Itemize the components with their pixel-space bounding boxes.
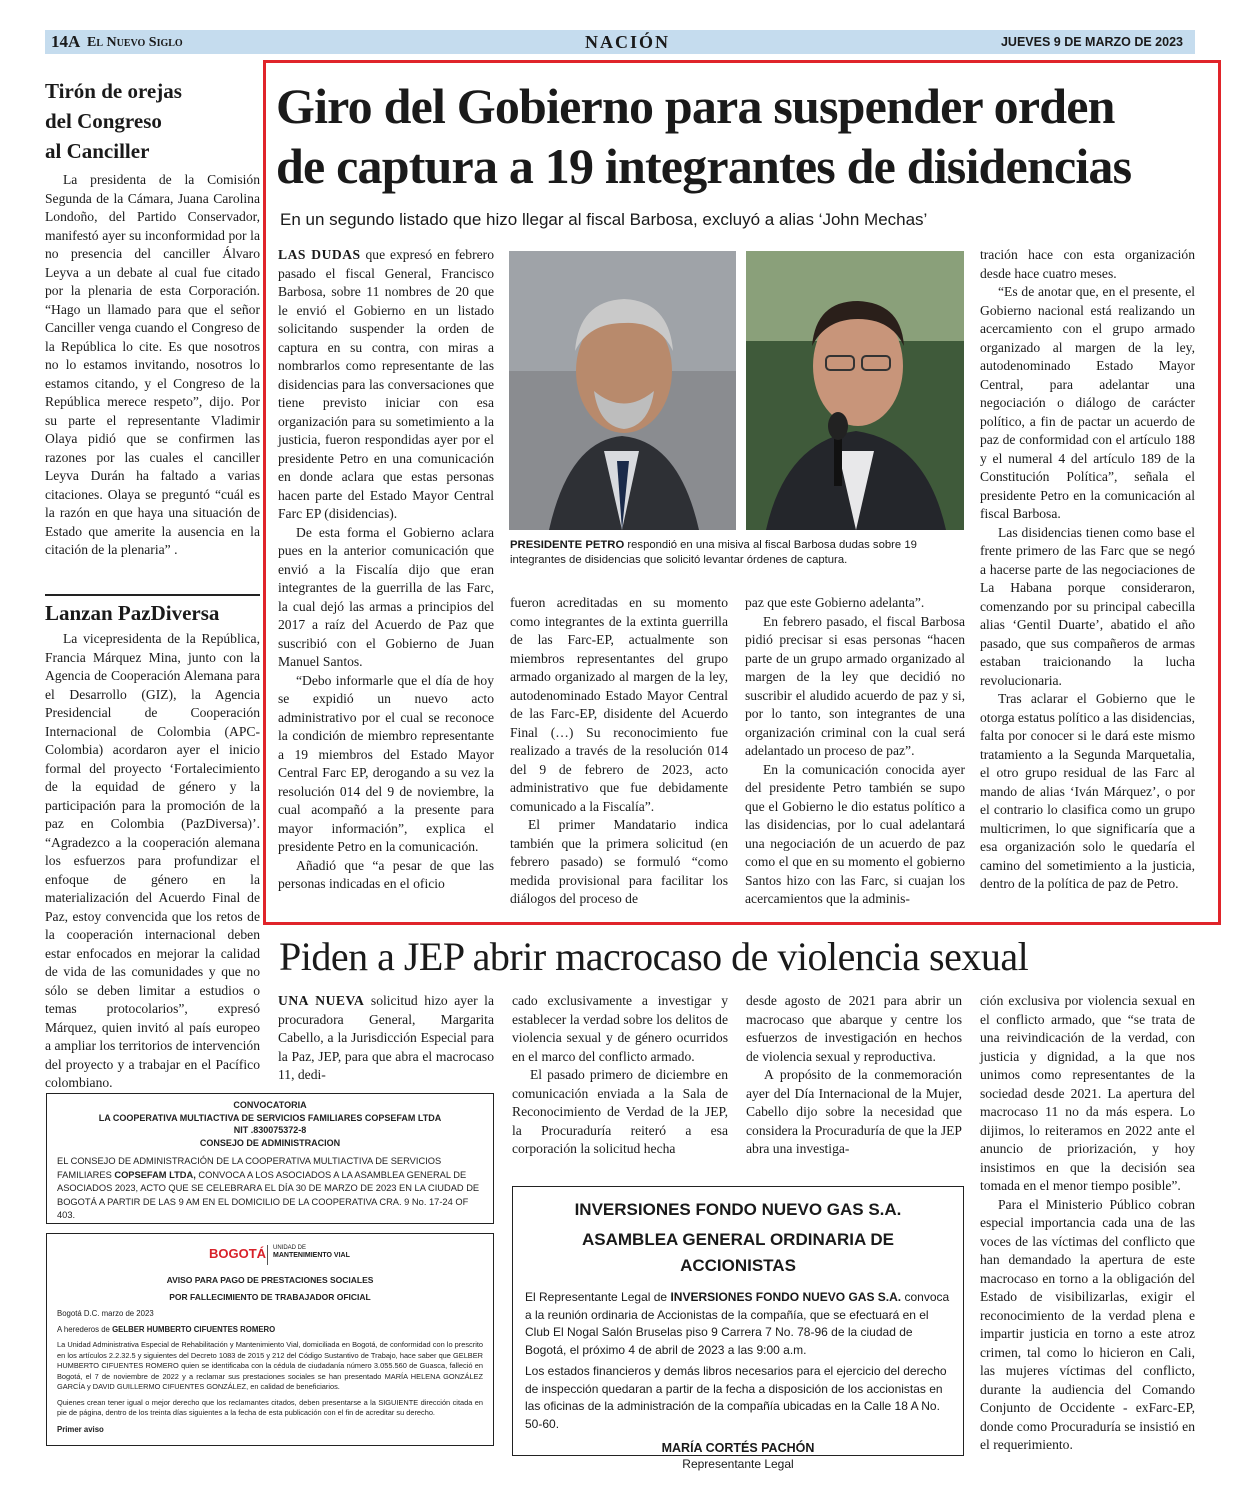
- paragraph: El pasado primero de diciembre en comunicación enviada a la Sala de Reconocimiento de Verdad de la JEP, la Procuraduría reiteró a esa corporación la solicitud hecha: [512, 1067, 728, 1156]
- ad-subtitle: CONSEJO DE ADMINISTRACION: [199, 1137, 341, 1148]
- ad-body-bold: COPSEFAM LTDA,: [114, 1169, 196, 1180]
- paragraph: tración hace con esta organización desde hace cuatro meses.: [980, 247, 1195, 281]
- headline-line: de captura a 19 integrantes de disidencias: [276, 138, 1132, 194]
- ad-body-text: CONVOCA A LOS ASOCIADOS A LA ASAMBLEA GENERAL DE ASOCIADOS 2023, ACTO QUE SE CELEBRARA EL DÍA 30 DE MARZO DE 2023 EN LA CIUDAD DE BOGOTÁ A PARTIR DE LAS 9 AM EN EL DOMICILIO DE LA COOPERATIVA CRA. 9 No. 17-24 OF 403.: [57, 1169, 480, 1220]
- portrait-image: [746, 251, 964, 530]
- title-line: al Canciller: [45, 139, 150, 163]
- paragraph: De esta forma el Gobierno aclara pues en la anterior comunicación que envió a la Fiscalía dijo que eran integrantes de la guerrilla de las Farc, la cual dejó las armas a principios del 2017 a raíz del Acuerdo de Paz que suscribió con el Gobierno de Juan Manuel Santos.: [278, 524, 494, 669]
- paragraph-text: que expresó en febrero pasado el fiscal General, Francisco Barbosa, sobre 11 nombres de 20 que le envió el Gobierno en un listado solicitando suspender la orden de captura en su contra, con miras a nombrarlos como representante de las disidencias para las conversaciones que tiene previsto iniciar con esa organización para su sometimiento a la justicia, fueron respondidas ayer por el presidente Petro en una comunicación en donde aclara que estas personas hacen parte del Estado Mayor Central Farc EP (disidencias).: [278, 247, 494, 521]
- paragraph: fueron acreditadas en su momento como integrantes de la extinta guerrilla de las Farc-EP, actualmente son miembros representantes del grupo armado organizado al margen de la ley, autodenominado Estado Mayor Central de las Farc-EP, disidente del Acuerdo Final (…) Su reconocimiento fue realizado a través de la resolución 014 del 9 de febrero de 2023, acto administrativo que fue debidamente comunicado a la Fiscalía”.: [510, 595, 728, 814]
- caption-lead: PRESIDENTE PETRO: [510, 539, 625, 551]
- main-column-2: [510, 594, 728, 909]
- logo-divider: [267, 1245, 268, 1265]
- ad-title: AVISO PARA PAGO DE PRESTACIONES SOCIALES: [166, 1275, 374, 1285]
- ad-logo: [57, 1242, 483, 1270]
- ad-org-name: LA COOPERATIVA MULTIACTIVA DE SERVICIOS FAMILIARES COPSEFAM LTDA: [98, 1112, 442, 1123]
- paragraph-text: solicitud hizo ayer la procuradora General, Margarita Cabello, a la Jurisdicción Especial para la Paz, JEP, para que abra el macrocaso 11, dedi-: [278, 993, 494, 1082]
- ad-body: [525, 1289, 951, 1359]
- main-column-3: [745, 594, 965, 909]
- ad-body: Los estados financieros y demás libros necesarios para el ejercicio del derecho de inspección quedaran a partir de la fecha a disposición de los accionistas en las oficinas de la administración de la compañía ubicadas en la Calle 18 A No. 50-60.: [525, 1364, 947, 1431]
- photo-petro: [509, 251, 736, 530]
- ad-body: La Unidad Administrativa Especial de Rehabilitación y Mantenimiento Vial, domiciliada en Bogotá, de conformidad con lo prescrito en los artículos 2.2.32.5 y siguientes del Decreto 1083 de 2015 y 212 del Código Sustantivo de Trabajo, hace saber que GELBER HUMBERTO CIFUENTES ROMERO quien se identificaba con la cédula de ciudadanía número 3.055.560 de Guasca, falleció en Bogotá, el 7 de noviembre de 2022 y a reclamar sus prestaciones sociales se han presentado MARÍA HELENA GONZÁLEZ GARCÍA y DAVID GUILLERMO CIFUENTES GONZÁLEZ, en calidad de beneficiarios.: [57, 1340, 483, 1391]
- page-header: [45, 30, 1195, 54]
- paragraph: El primer Mandatario indica también que la primera solicitud (en febrero pasado) se formuló “como medida provisional para facilitar los diálogos del proceso de: [510, 817, 728, 906]
- issue-date: JUEVES 9 DE MARZO DE 2023: [1000, 35, 1183, 49]
- main-column-1: [278, 246, 494, 894]
- ad-bogota-umv: [46, 1233, 494, 1446]
- main-column-4: [980, 246, 1195, 894]
- ad-body-text: convoca a la reunión ordinaria de Accionistas de la compañía, que se efectuará en el Club El Nogal Salón Bruselas piso 9 Carrera 7 No. 78-96 de la ciudad de Bogotá, el próximo 4 de abril de 2023 a las 9:00 a.m.: [525, 1290, 950, 1357]
- logo-subtitle-line: UNIDAD DE: [273, 1245, 307, 1251]
- paragraph: Las disidencias tienen como base el frente primero de las Farc que se negó a hacerse parte de las negociaciones de La Habana porque consideraron, comenzando por su principal cabecilla alias ‘Gentil Duarte’, abatido el año pasado, que sus compañeros de armas estaban traicionando la lucha revolucionaria.: [980, 524, 1195, 688]
- paragraph: [278, 246, 494, 524]
- sidebar-story-title: [45, 76, 260, 166]
- ad-title: INVERSIONES FONDO NUEVO GAS S.A.: [574, 1200, 902, 1219]
- paragraph: En febrero pasado, el fiscal Barbosa pidió precisar si esas personas “hacen parte de un grupo armado organizado al margen de la ley que decidió no suscribir el aludido acuerdo de paz y si, por lo tanto, son integrantes de una organización criminal con la cual será adelantado un proceso de paz”.: [745, 613, 965, 758]
- paragraph: En la comunicación conocida ayer del presidente Petro también se supo que el Gobierno le dio estatus político a las disidencias, por lo cual adelantará una negociación de un acuerdo de paz como el que en su momento el gobierno Santos hizo con las Farc, si cuajan los acercamientos que la adminis-: [745, 761, 965, 906]
- paragraph: La vicepresidenta de la República, Francia Márquez Mina, junto con la Agencia de Cooperación Alemana para el Desarrollo (GIZ), la Agencia Presidencial de Cooperación Internacional de Colombia (APC-Colombia) acordaron ayer el inicio formal del proyecto ‘Fortalecimiento de la equidad de género y la participación para la promoción de la paz en Colombia (PazDiversa)’. “Agradezco a la cooperación alemana los esfuerzos para profundizar el enfoque de género en la materialización del Acuerdo Final de Paz, estoy convencida que los retos de la cooperación internacional deben estar enfocados en mejorar la calidad de vida de las comunidades y que no sólo se deben limitar a estudios o temas protocolarios”, expresó Márquez, quien invitó al país europeo a ampliar los territorios de intervención del proyecto y a trabajar en el Pacífico colombiano.: [45, 631, 260, 1090]
- main-subtitle: En un segundo listado que hizo llegar al fiscal Barbosa, excluyó a alias ‘John Mechas’: [280, 210, 928, 229]
- paragraph: Tras aclarar el Gobierno que le otorga estatus político a las disidencias, falta por conocer si le dará este mismo tratamiento a la Segunda Marquetalia, el otro grupo residual de las Farc al mando de alias ‘Iván Márquez’, o por el contrario lo clasifica como un grupo multicrimen, lo que significaría que a esa organización solo le quedaría el camino del sometimiento a la justicia, dentro de la política de paz de Petro.: [980, 691, 1195, 891]
- paragraph: A propósito de la conmemoración ayer del Día Internacional de la Mujer, Cabello dijo sobre la necesidad que considera la Procuraduría de que la JEP abra una investiga-: [746, 1067, 962, 1156]
- logo-subtitle: [273, 1244, 350, 1260]
- paragraph: [278, 992, 494, 1085]
- headline-line: Giro del Gobierno para suspender orden: [276, 78, 1115, 134]
- second-headline: Piden a JEP abrir macrocaso de violencia sexual: [279, 934, 1029, 979]
- main-headline: [276, 76, 1216, 196]
- paragraph: desde agosto de 2021 para abrir un macrocaso que abarque y centre los esfuerzos de investigación en hechos de violencia sexual y reproductiva.: [746, 993, 962, 1064]
- second-column-4: [980, 992, 1195, 1455]
- lead-word: UNA NUEVA: [278, 993, 365, 1008]
- page-number: 14A: [51, 32, 81, 51]
- second-column-2: [512, 992, 728, 1159]
- newspaper-name: El Nuevo Siglo: [87, 35, 183, 50]
- photo-barbosa: [746, 251, 964, 530]
- ad-body-text: EL CONSEJO DE ADMINISTRACIÓN DE LA COOPERATIVA MULTIACTIVA DE SERVICIOS FAMILIARES: [57, 1156, 442, 1180]
- ad-body: Quienes crean tener igual o mejor derecho que los reclamantes citados, deben presentarse a la SIGUIENTE dirección citada en pie de página, dentro de los treinta días siguientes a la fecha de esta publicación con el fin de acreditar su derecho.: [57, 1397, 483, 1417]
- paragraph: “Es de anotar que, en el presente, el Gobierno nacional está realizando un acercamiento con el grupo armado organizado al margen de la ley, autodenominado Estado Mayor Central, para adelantar una negociación o diálogo de carácter político, a fin de pactar un acuerdo de paz de conformidad con el artículo 188 y el numeral 4 del artículo 189 de la Constitución Política”, señala el presidente Petro en la comunicación al fiscal Barbosa.: [980, 284, 1195, 521]
- ad-signer: MARÍA CORTÉS PACHÓN: [661, 1441, 815, 1455]
- divider: [45, 594, 260, 596]
- bogota-logo: BOGOTÁ: [209, 1246, 267, 1261]
- ad-footer: Primer aviso: [57, 1424, 104, 1434]
- section-name: NACIÓN: [585, 32, 671, 52]
- second-column-3: [746, 992, 962, 1159]
- ad-copsefam: [46, 1093, 494, 1224]
- second-column-1: [278, 992, 494, 1085]
- sidebar-story-canciller: [45, 76, 260, 560]
- sidebar-story-title: Lanzan PazDiversa: [45, 601, 220, 625]
- ad-title: CONVOCATORIA: [233, 1100, 307, 1110]
- ad-heirs-text: A herederos de: [57, 1324, 113, 1334]
- sidebar-story-pazdiversa: [45, 598, 260, 1093]
- paragraph: ción exclusiva por violencia sexual en el conflicto armado, que “se trata de una reivindicación de la verdad, con justicia y dignidad, a la que nos unimos como representantes de la sociedad desde 2021. La apertura del macrocaso 11 no da más espera. Lo dijimos, lo reiteramos en 2022 ante el anuncio de priorización, y hoy insistimos en que la decisión sea tomada en el menor tiempo posible”.: [980, 993, 1195, 1193]
- paragraph: La presidenta de la Comisión Segunda de la Cámara, Juana Carolina Londoño, del Partido Conservador, manifestó ayer su inconformidad por la no presencia del canciller Álvaro Leyva a un debate al cual fue citado por la plenaria de esta Corporación. “Hago un llamado para que el señor Canciller venga cuando el Congreso de la República lo cite. Es que nosotros no lo estamos invitando, nosotros lo estamos citando, y el Congreso de la República merece respeto”, dijo. Por su parte el representante Vladimir Olaya pidió que se confirmen las razones por las cuales el canciller Leyva Durán ha faltado a varias citaciones. Olaya se preguntó “cuál es la razón en que haya una situación de Estado que amerite la ausencia en la citación de la plenaria” .: [45, 172, 260, 557]
- paragraph: Para el Ministerio Público cobran especial importancia cada una de las voces de las víctimas del conflicto que han demandado la apertura de este macrocaso en torno a la obligación del Estado de visibilizarlas, exigir el reconocimiento de la verdad plena e impartir justicia en torno a este atroz crimen, tal como lo hicieron en Cali, las mujeres víctimas del conflicto, durante la audiencia del Comando Conjunto de Occidente - exFarc-EP, donde como Procuraduría se insistió en el requerimiento.: [980, 1196, 1195, 1452]
- ad-title: ASAMBLEA GENERAL ORDINARIA DE ACCIONISTAS: [582, 1230, 894, 1275]
- ad-nit: NIT .830075372-8: [233, 1125, 307, 1135]
- portrait-image: [509, 251, 736, 530]
- logo-subtitle-line: MANTENIMIENTO VIAL: [273, 1252, 350, 1259]
- ad-title: POR FALLECIMIENTO DE TRABAJADOR OFICIAL: [169, 1291, 371, 1302]
- ad-body: [57, 1155, 483, 1223]
- title-line: Tirón de orejas: [45, 79, 182, 103]
- lead-word: LAS DUDAS: [278, 247, 361, 262]
- paragraph: paz que este Gobierno adelanta”.: [745, 595, 925, 610]
- ad-heirs: [57, 1325, 483, 1336]
- sidebar-story-body: [45, 171, 260, 560]
- title-line: del Congreso: [45, 109, 162, 133]
- paragraph: cado exclusivamente a investigar y establecer la verdad sobre los delitos de violencia sexual y de género ocurridos en el marco del conflicto armado.: [512, 993, 728, 1064]
- ad-signer-role: Representante Legal: [682, 1457, 794, 1471]
- paragraph: “Debo informarle que el día de hoy se expidió un nuevo acto administrativo por el cual se reconoce la condición de miembro representante a 19 miembros del Estado Mayor Central Farc EP, derogando a su vez la resolución 014 del 9 de noviembre, la cual acompañó a la presente para mayor información”, explica el presidente Petro en la comunicación.: [278, 672, 494, 854]
- ad-body-text: El Representante Legal de: [525, 1290, 671, 1304]
- ad-nuevo-gas: [512, 1186, 964, 1471]
- paragraph: Añadió que “a pesar de que las personas indicadas en el oficio: [278, 857, 494, 891]
- photo-caption: [510, 538, 965, 568]
- caption-text: respondió en una misiva al fiscal Barbosa dudas sobre 19 integrantes de disidencias que solicitó levantar órdenes de captura.: [510, 539, 917, 566]
- ad-body-bold: INVERSIONES FONDO NUEVO GAS S.A.: [670, 1290, 902, 1304]
- sidebar-story-body: [45, 630, 260, 1093]
- ad-date: Bogotá D.C. marzo de 2023: [57, 1309, 154, 1318]
- ad-heirs-name: GELBER HUMBERTO CIFUENTES ROMERO: [112, 1324, 276, 1334]
